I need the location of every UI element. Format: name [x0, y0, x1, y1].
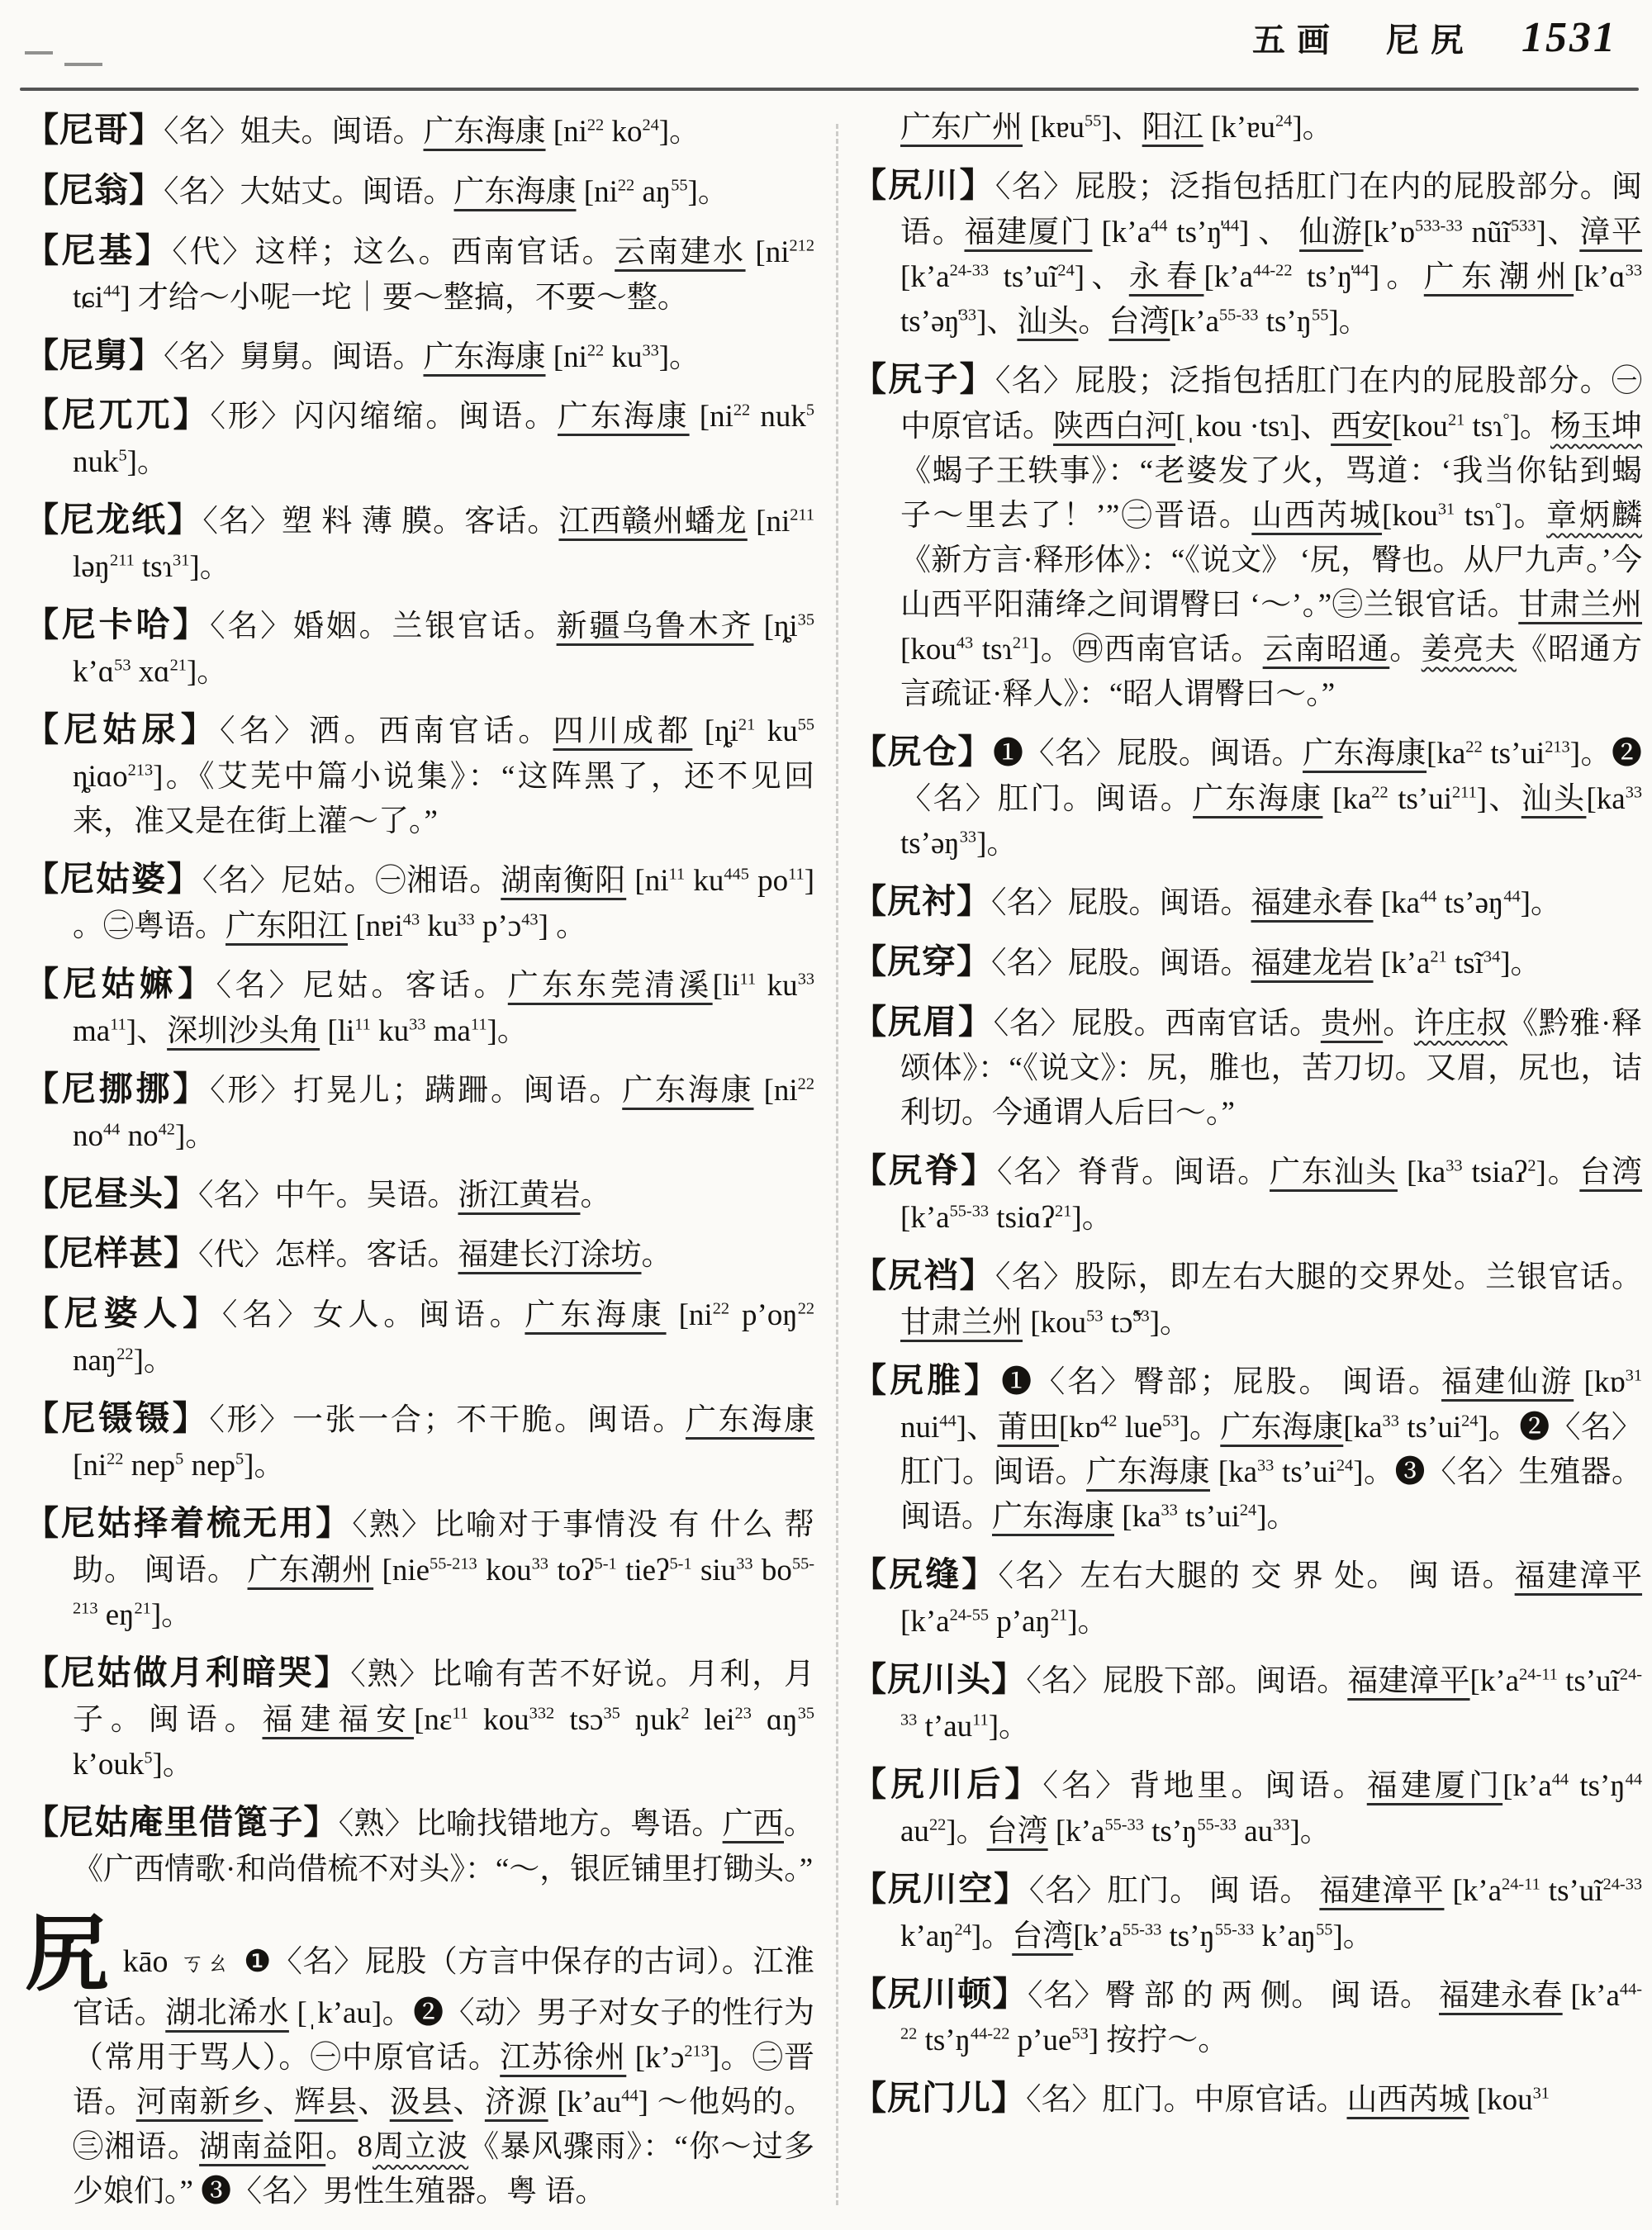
- place-name: 福建龙岩: [1251, 946, 1374, 980]
- entry-headword: 【尼兀兀】: [25, 396, 211, 434]
- place-name: 莆田: [997, 1411, 1059, 1445]
- dict-entry: [25, 1798, 814, 1892]
- entry-headword: 【尼姑嫲】: [25, 964, 216, 1003]
- entry-body: 〈名〉屁股。闽语。福建永春 [$ka^{44}$ ts’əŋ$^{44}$]。: [991, 885, 1561, 920]
- place-name: 汕头: [1017, 304, 1079, 339]
- place-name: 广东海康: [992, 1500, 1114, 1535]
- entry-headword: 【尻脽】: [852, 1361, 1002, 1400]
- entry-headword-large: 尻: [25, 1908, 110, 2002]
- entry-headword: 【尼样甚】: [25, 1234, 198, 1273]
- entry-body: 〈名〉洒。西南官话。四川成都 [$ȵi^{21}$ $ku^{55}$ ȵiɑo$^{213}$]。《艾芜中篇小说集》：“这阵黑了，还不见回来，准又是在街上灌～了。”: [73, 714, 815, 838]
- proper-name: 姜亮夫: [1421, 632, 1517, 667]
- right-column: [852, 106, 1642, 2225]
- entry-body: 〈名〉婚姻。兰银官话。新疆乌鲁木齐 [$ȵi^{35}$ k’ɑ$^{53}$ xɑ$^{21}$]。: [73, 610, 815, 690]
- dict-entry: [25, 600, 814, 695]
- scan-artifact: [25, 51, 53, 55]
- place-name: 云南昭通: [1262, 632, 1390, 667]
- place-name: 广西: [722, 1806, 784, 1841]
- entry-body: 〈名〉大姑丈。闽语。广东海康 [$ni^{22}$ $aŋ^{55}$]。: [164, 174, 729, 209]
- entry-headword: 【尻眉】: [852, 1002, 994, 1041]
- place-name: 仙游: [1299, 215, 1364, 249]
- entry-headword: 【尼翁】: [25, 170, 164, 209]
- entry-body: 〈名〉中午。吴语。浙江黄岩。: [198, 1178, 611, 1212]
- proper-name: 章炳麟: [1546, 498, 1643, 533]
- dict-entry: [852, 1146, 1642, 1241]
- dict-entry: [852, 937, 1642, 987]
- place-name: 福建长汀涂坊: [458, 1238, 642, 1273]
- dict-entry: [852, 1970, 1642, 2064]
- entry-body: 〈名〉臀 部 的 两 侧。 闽 语。 福建永春 [$k’a^{44-22}$ $ts’ŋ^{44-22}$ $p’ue^{53}$] 按拧～。: [900, 1978, 1643, 2058]
- dict-entry: [852, 998, 1642, 1136]
- dict-entry: [25, 1908, 815, 2215]
- place-name: 广东海康: [685, 1403, 815, 1438]
- place-name: 广东广州: [900, 111, 1023, 145]
- proper-name: 许庄叔: [1413, 1006, 1507, 1041]
- dict-entry: [25, 705, 814, 844]
- zhuyin-label: ㄎㄠ: [179, 1949, 231, 1977]
- entry-headword: 【尼镊镊】: [25, 1399, 210, 1438]
- place-name: 甘肃兰州: [900, 1306, 1023, 1340]
- place-name: 漳平: [1579, 215, 1643, 249]
- header-rule: [20, 88, 1639, 91]
- entry-headword: 【尼姑庵里借篦子】: [25, 1802, 339, 1841]
- entry-body: 〈名〉肛门。 闽 语。 福建漳平 [$k’a^{24-11}$ $ts’uĩ^{24-33}$ $k’aŋ^{24}$]。台湾[$k’a^{55-33}$ $ts’ŋ^{55-33}$ $k’aŋ^{55}$]。: [900, 1873, 1643, 1953]
- entry-headword: 【尻缝】: [852, 1555, 999, 1594]
- scan-artifact: [64, 63, 102, 66]
- entry-body: 〈名〉屁股。西南官话。贵州。许庄叔《黔雅·释颂体》：“《说文》：尻，脽也，苦刀切。又眉，尻也，诘利切。今通谓人后曰～。”: [900, 1006, 1643, 1131]
- dict-entry: [25, 960, 814, 1054]
- dict-entry: [852, 1550, 1642, 1644]
- dict-entry: [25, 1065, 814, 1159]
- place-name: 永春: [1128, 259, 1204, 294]
- place-name: 广东海康: [525, 1298, 667, 1333]
- place-name: 广东潮州: [247, 1553, 374, 1587]
- entry-headword: 【尼基】: [25, 230, 173, 269]
- entry-headword: 【尼姑做月利暗哭】: [25, 1653, 351, 1691]
- place-name: 台湾: [986, 1814, 1048, 1848]
- entry-headword: 【尻川后】: [852, 1764, 1043, 1803]
- entry-headword: 【尼姑婆】: [25, 859, 202, 898]
- place-name: 广东汕头: [1270, 1155, 1398, 1190]
- dict-entry: [852, 1865, 1642, 1959]
- place-name: 四川成都: [553, 714, 693, 749]
- place-name: 台湾: [1012, 1919, 1074, 1953]
- place-name: 湖南衡阳: [501, 863, 627, 898]
- page-header: [1252, 13, 1617, 62]
- dict-entry: [852, 1655, 1642, 1749]
- place-name: 阳江: [1142, 111, 1203, 145]
- dict-entry: [25, 1170, 814, 1219]
- entry-headword: 【尼姑择着梳无用】: [25, 1504, 353, 1543]
- place-name: 河南新乡: [135, 2085, 263, 2120]
- entry-headword: 【尼昼头】: [25, 1174, 198, 1212]
- entry-body: 〈形〉打晃儿；蹒跚。闽语。广东海康 [$ni^{22}$ $no^{44}$ $no^{42}$]。: [73, 1073, 815, 1153]
- entry-body: 〈名〉舅舅。闽语。广东海康 [$ni^{22}$ $ku^{33}$]。: [164, 339, 700, 374]
- place-name: 云南建水: [615, 235, 746, 269]
- entry-body: 〈熟〉比喻找错地方。粤语。广西。《广西情歌·和尚借梳不对头》：“～，银匠铺里打锄头。”: [73, 1806, 814, 1886]
- entry-body: 〈名〉屁股；泛指包括肛门在内的屁股部分。㊀中原官话。陕西白河[ˌkou ·tsɿ]、西安[kou$^{21}$ tsɿ°]。杨玉坤《蝎子王轶事》：“老婆发了火，骂道：‘我当你钻到蝎子～里去了！’”㊁晋语。山西芮城[kou$^{31}$ tsɿ°]。章炳麟《新方言·释形体》：“《说文》 ‘尻，臀也。从尸九声。’今山西平阳蒲绛之间谓臀曰 ‘～’。”㊂兰银官话。甘肃兰州 [kou$^{43}$ tsɿ$^{21}$]。㊃西南官话。云南昭通。姜亮夫《昭通方言疏证·释人》：“昭人谓臀曰～。”: [900, 363, 1643, 711]
- columns: [25, 106, 1642, 2225]
- entry-body: 〈名〉屁股下部。闽语。福建漳平[$k’a^{24-11}$ $ts’uĩ^{24-33}$ $t’au^{11}$]。: [900, 1663, 1643, 1744]
- dict-entry: [25, 391, 814, 485]
- entry-body: ❶〈名〉臀部；屁股。 闽语。福建仙游 [kɒ$^{31}$ nui$^{44}$]、莆田[kɒ$^{42}$ lue$^{53}$]。广东海康[$ka^{33}$ $ts’ui^{24}$]。❷〈名〉肛门。闽语。广东海康 [$ka^{33}$ $ts’ui^{24}$]。❸〈名〉生殖器。闽语。广东海康 [$ka^{33}$ $ts’ui^{24}$]。: [900, 1365, 1643, 1535]
- entry-headword: 【尼龙纸】: [25, 501, 203, 539]
- place-name: 广东海康: [1303, 736, 1427, 771]
- entry-headword: 【尻仓】: [852, 732, 994, 771]
- entry-body: 〈名〉脊背。闽语。广东汕头 [$ka^{33}$ tsiaʔ$^2$]。台湾 [$k’a^{55-33}$ tsiɑʔ$^{21}$]。: [900, 1155, 1643, 1236]
- dict-entry: [852, 1760, 1642, 1854]
- entry-body: 〈熟〉比喻对于事情没 有 什么 帮助。 闽语。 广东潮州 [nie$^{55-213}$ kou$^{33}$ toʔ$^{5-1}$ tieʔ$^{5-1}$ siu$^{33}$ $bo^{55-213}$ $eŋ^{21}$]。: [73, 1508, 815, 1632]
- place-name: 陕西白河: [1053, 409, 1176, 444]
- entry-body: 〈名〉女人。闽语。广东海康 [$ni^{22}$ $p’oŋ^{22}$ naŋ$^{22}$]。: [73, 1298, 815, 1378]
- place-name: 山西芮城: [1251, 498, 1383, 533]
- place-name: 福建福安: [262, 1702, 415, 1737]
- dict-entry: [25, 226, 814, 320]
- place-name: 福建仙游: [1441, 1365, 1574, 1400]
- entry-headword: 【尻门儿】: [852, 2079, 1026, 2118]
- entry-body: 〈代〉怎样。客话。福建长汀涂坊。: [198, 1238, 672, 1273]
- place-name: 新疆乌鲁木齐: [556, 610, 754, 644]
- entry-body: 〈名〉塑 料 薄 膜。客话。江西赣州蟠龙 [$ni^{211}$ ləŋ$^{211}$ tsɿ$^{31}$]。: [73, 505, 814, 585]
- dict-entry: [25, 496, 814, 590]
- place-name: 台湾: [1108, 304, 1170, 339]
- place-name: 浙江黄岩: [458, 1178, 581, 1212]
- page-number: 1531: [1521, 14, 1617, 61]
- place-name: 广东海康: [1086, 1455, 1210, 1490]
- entry-headword: 【尻川头】: [852, 1659, 1027, 1698]
- place-name: 福建永春: [1251, 885, 1374, 920]
- place-name: 深圳沙头角: [167, 1013, 320, 1048]
- entry-headword: 【尻穿】: [852, 942, 991, 980]
- entry-headword: 【尻衬】: [852, 881, 991, 920]
- entry-headword: 【尼挪挪】: [25, 1069, 211, 1108]
- proper-name: 周立波: [373, 2130, 469, 2165]
- place-name: 福建厦门: [964, 215, 1093, 249]
- place-name: 江西赣州蟠龙: [558, 505, 748, 539]
- place-name: 湖南益阳: [199, 2130, 326, 2165]
- entry-headword: 【尼舅】: [25, 335, 164, 374]
- entry-headword: 【尻川】: [852, 166, 995, 205]
- dict-entry: [852, 728, 1642, 866]
- entry-headword: 【尼婆人】: [25, 1294, 222, 1333]
- place-name: 广东阳江: [225, 909, 348, 943]
- place-name: 广东海康: [622, 1073, 754, 1108]
- entry-body: 广东广州 [kɐu$^{55}$]、阳江 [k’ɐu$^{24}$]。: [900, 111, 1333, 145]
- entry-body: 〈名〉姐夫。闽语。广东海康 [$ni^{22}$ $ko^{24}$]。: [164, 115, 700, 149]
- left-column: [25, 106, 814, 2225]
- place-name: 广东海康: [423, 115, 546, 149]
- place-name: 广东潮州: [1423, 259, 1574, 294]
- dict-entry: [852, 2074, 1642, 2123]
- dict-entry: [25, 166, 814, 216]
- place-name: 济源: [484, 2085, 548, 2120]
- entry-headword: 【尻裆】: [852, 1256, 995, 1295]
- section-title: 五画 尼尻: [1252, 22, 1475, 59]
- dict-entry: [25, 1394, 814, 1488]
- place-name: 贵州: [1320, 1006, 1384, 1041]
- dict-entry: [25, 1499, 814, 1638]
- entry-headword: 【尻川空】: [852, 1869, 1029, 1908]
- entry-headword: 【尻脊】: [852, 1151, 997, 1190]
- entry-body: ❶〈名〉屁股。闽语。广东海康[$ka^{22}$ $ts’ui^{213}$]。❷〈名〉肛门。闽语。广东海康 [$ka^{22}$ $ts’ui^{211}$]、汕头[$ka^{33}$ ts’əŋ$^{33}$]。: [900, 736, 1643, 861]
- entry-headword: 【尻子】: [852, 359, 995, 398]
- dict-entry: [25, 1229, 814, 1279]
- dict-entry: [25, 1289, 814, 1383]
- place-name: 广东海康: [453, 174, 577, 209]
- entry-body: 〈代〉这样；这么。西南官话。云南建水 [$ni^{212}$ tɕi$^{44}$] 才给～小呢一坨｜要～整搞，不要～整。: [73, 235, 815, 315]
- entry-headword: 【尼卡哈】: [25, 605, 211, 644]
- place-name: 福建厦门: [1366, 1768, 1503, 1803]
- place-name: 福建永春: [1439, 1978, 1563, 2013]
- pinyin-label: kāo: [122, 1943, 169, 1979]
- entry-headword: 【尻川顿】: [852, 1974, 1028, 2013]
- place-name: 广东海康: [1220, 1411, 1344, 1445]
- place-name: 广东海康: [557, 400, 690, 434]
- entry-body: 〈形〉闪闪缩缩。闽语。广东海康 [$ni^{22}$ nuk$^5$ nuk$^5$]。: [73, 400, 815, 480]
- dict-entry: [852, 355, 1642, 717]
- dict-entry: [25, 106, 814, 155]
- entry-continuation: [852, 106, 1642, 150]
- entry-body: 〈熟〉比喻有苦不好说。月利，月子。闽语。福建福安[nɛ$^{11}$ kou$^{332}$ tsɔ$^{35}$ ŋuk$^2$ lei$^{23}$ ɑŋ$^{35}$ k’ouk$^5$]。: [73, 1657, 815, 1782]
- dict-entry: [852, 161, 1642, 344]
- dict-entry: [25, 331, 814, 381]
- entry-body: 〈名〉屁股。闽语。福建龙岩 [$k’a^{21}$ tsĩ$^{34}$]。: [991, 946, 1541, 980]
- place-name: 西安: [1331, 409, 1393, 444]
- place-name: 福建漳平: [1319, 1873, 1445, 1908]
- entry-body: 〈名〉尼姑。客话。广东东莞清溪[$li^{11}$ $ku^{33}$ $ma^{11}$]、深圳沙头角 [$li^{11}$ $ku^{33}$ $ma^{11}$]。: [73, 968, 815, 1048]
- place-name: 湖北浠水: [165, 1996, 289, 2031]
- dict-entry: [852, 1356, 1642, 1540]
- entry-headword: 【尼哥】: [25, 111, 164, 149]
- dict-entry: [25, 855, 814, 949]
- place-name: 广东东莞清溪: [507, 968, 713, 1003]
- entry-body: 〈名〉背地里。闽语。福建厦门[$k’a^{44}$ $ts’ŋ^{44}$ $au^{22}$]。台湾 [$k’a^{55-33}$ $ts’ŋ^{55-33}$ $au^{33}$]。: [900, 1768, 1643, 1848]
- place-name: 广东海康: [423, 339, 546, 374]
- place-name: 辉县: [294, 2085, 358, 2120]
- place-name: 山西芮城: [1346, 2083, 1469, 2118]
- entry-body: ❶〈名〉屁股（方言中保存的古词）。江淮官话。湖北浠水 [ˌk’au]。❷〈动〉男子对女子的性行为（常用于骂人）。㊀中原官话。江苏徐州 [k’ɔ$^{213}$]。㊁晋语。河南新乡、辉县、汲县、济源 $[k’au^{44}]$ ～他妈的。㊂湘语。湖南益阳。8周立波《暴风骤雨》：“你～过多 少娘们。” ❸〈名〉男性生殖器。粤 语。: [73, 1944, 815, 2209]
- place-name: 汲县: [389, 2085, 453, 2120]
- dict-entry: [852, 877, 1642, 927]
- dict-entry: [852, 1251, 1642, 1345]
- place-name: 台湾: [1579, 1155, 1643, 1190]
- entry-body: 〈名〉屁股；泛指包括肛门在内的屁股部分。闽语。福建厦门 [$k’a^{44}$ ts’ŋ̍$^{44}$] 、 仙游[k’ɒ$^{533-33}$ nũĩ$^{533}$]、漳平 [$k’a^{24-33}$ $ts’uĩ^{24}$]、永春[$k’a^{44-22}$ ts’ŋ̍$^{44}$]。广东潮州[k’ɑ$^{33}$ ts’əŋ̍$^{33}$]、汕头。台湾[$k’a^{55-33}$ $ts’ŋ^{55}$]。: [900, 170, 1643, 339]
- entry-body: 〈名〉股际，即左右大腿的交界处。兰银官话。甘肃兰州 [kou$^{53}$ tɔ̃$^{53}$]。: [900, 1260, 1643, 1340]
- proper-name: 杨玉坤: [1550, 409, 1643, 444]
- place-name: 江苏徐州: [500, 2041, 627, 2076]
- entry-body: 〈名〉尼姑。㊀湘语。湖南衡阳 [$ni^{11}$ $ku^{445}$ $po^{11}$] 。㊁粤语。广东阳江 [nɐi$^{43}$ $ku^{33}$ p’ɔ$^{43}$] 。: [73, 863, 815, 943]
- entry-body: 〈形〉一张一合；不干脆。闽语。广东海康 [$ni^{22}$ nep$^5$ nep$^5$]。: [73, 1403, 815, 1483]
- place-name: 福建漳平: [1514, 1559, 1643, 1594]
- entry-headword: 【尼姑尿】: [25, 710, 221, 749]
- place-name: 福建漳平: [1347, 1663, 1470, 1698]
- entry-body: 〈名〉左右大腿的 交 界 处。 闽 语。福建漳平[$k’a^{24-55}$ $p’aŋ^{21}$]。: [900, 1559, 1643, 1639]
- dict-entry: [25, 1649, 814, 1787]
- place-name: 广东海康: [1193, 781, 1323, 816]
- place-name: 甘肃兰州: [1518, 587, 1643, 622]
- place-name: 汕头: [1521, 781, 1587, 816]
- entry-body: 〈名〉肛门。中原官话。山西芮城 [kou$^{31}$: [1026, 2083, 1550, 2118]
